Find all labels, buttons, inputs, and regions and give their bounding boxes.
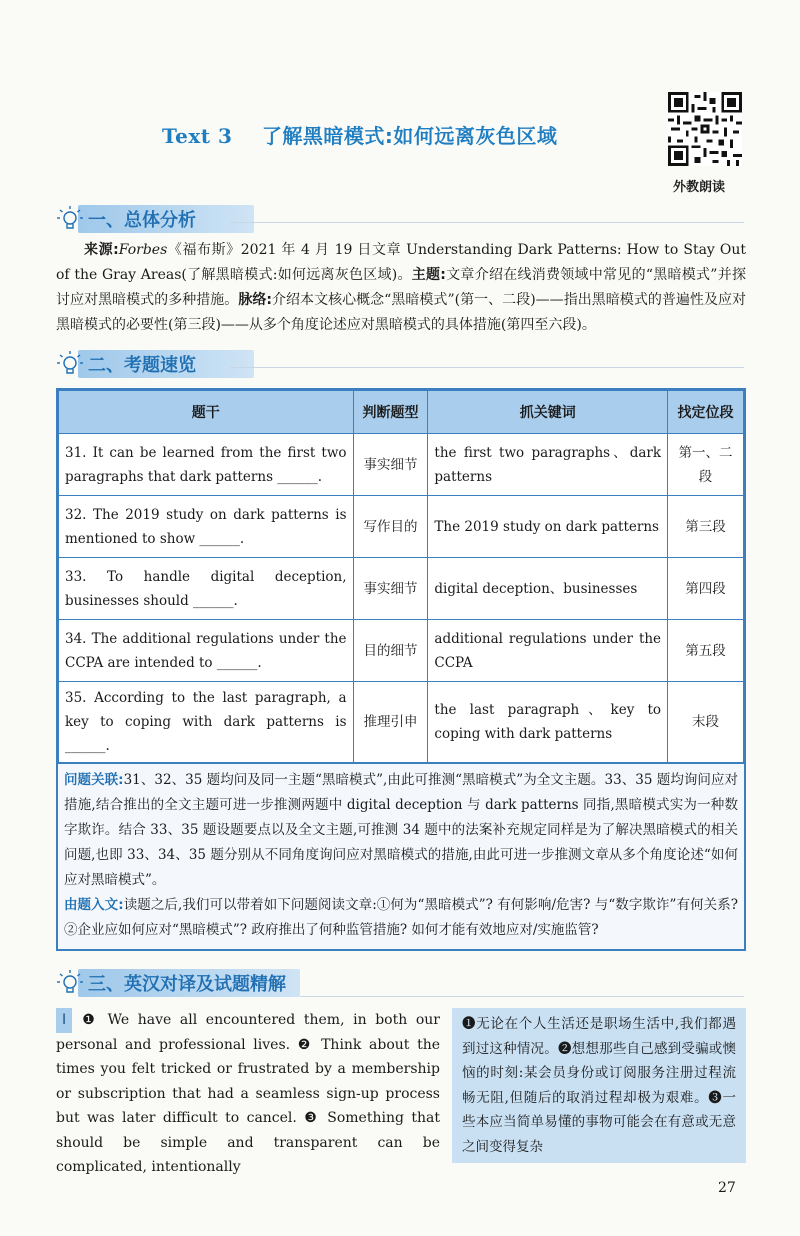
table-header-row [59, 391, 744, 434]
english-text: ❶ We have all encountered them, in both our personal and professional lives. ❷ Think about the times you felt tricked or frustrated by a membership or subscription that had a seamless sign-up process but was later difficult to cancel. ❸ Something that should be simple and transparent can be complicated, intentionally [56, 1012, 440, 1175]
overall-analysis-text [56, 238, 746, 338]
section-header-overall-analysis [56, 202, 196, 236]
question-locate: 末段 [668, 682, 744, 763]
english-paragraph [56, 1008, 440, 1180]
divider [230, 367, 744, 368]
question-locate: 第四段 [668, 558, 744, 620]
chinese-translation-box [452, 1008, 746, 1163]
table-row [59, 558, 744, 620]
question-stem: 34. The additional regulations under the CCPA are intended to ______. [59, 620, 354, 682]
question-type: 事实细节 [353, 434, 428, 496]
section-title: 三、英汉对译及试题精解 [88, 974, 286, 995]
table-notes [58, 763, 744, 949]
divider [230, 222, 744, 223]
note-text: 31、32、35 题均问及同一主题“黑暗模式”,由此可推测“黑暗模式”为全文主题。33、35 题均询问应对措施,结合推出的全文主题可进一步推测两题中 digital deception 与 dark patterns 同指,黑暗模式实为一种数字欺诈。结合 33、35 题设题要点以及全文主题,可推测 34 题中的法案补充规定同样是为了解决黑暗模式的相关问题,也即 33、34、35 题分别从不同角度询问应对黑暗模式的措施,由此可进一步推测文章从多个角度论述“如何应对黑暗模式”。 [64, 772, 738, 888]
question-locate: 第五段 [668, 620, 744, 682]
page-number: 27 [718, 1180, 736, 1196]
divider [300, 996, 744, 997]
paragraph-marker: I [56, 1008, 72, 1033]
question-locate: 第一、二段 [668, 434, 744, 496]
lightbulb-icon [56, 204, 84, 234]
question-keywords: the first two paragraphs、dark patterns [428, 434, 668, 496]
theme-text: 文章介绍在线消费领域中常见的“黑暗模式”并探讨应对黑暗模式的多种措施。 [56, 267, 746, 308]
question-stem: 32. The 2019 study on dark patterns is mentioned to show ______. [59, 496, 354, 558]
question-locate: 第三段 [668, 496, 744, 558]
lightbulb-icon [56, 968, 84, 998]
table-row [59, 620, 744, 682]
text-number: Text 3 [162, 124, 233, 148]
context-label: 脉络: [238, 292, 272, 308]
section-title: 二、考题速览 [88, 355, 196, 376]
theme-label: 主题: [411, 267, 446, 283]
lightbulb-icon [56, 349, 84, 379]
section-header-question-overview [56, 347, 196, 381]
column-header: 抓关键词 [428, 391, 668, 434]
context-text: 介绍本文核心概念“黑暗模式”(第一、二段)——指出黑暗模式的普遍性及应对黑暗模式的必要性(第三段)——从多个角度论述应对黑暗模式的具体措施(第四至六段)。 [56, 292, 746, 333]
text-title: 了解黑暗模式:如何远离灰色区域 [261, 124, 558, 148]
question-stem: 31. It can be learned from the first two paragraphs that dark patterns ______. [59, 434, 354, 496]
question-type: 写作目的 [353, 496, 428, 558]
section-title: 一、总体分析 [88, 210, 196, 231]
question-stem: 33. To handle digital deception, businesses should ______. [59, 558, 354, 620]
column-header: 题干 [59, 391, 354, 434]
table-row [59, 682, 744, 763]
note-from-question-to-text [64, 893, 738, 943]
qr-code-icon[interactable] [668, 92, 742, 166]
qr-caption: 外教朗读 [673, 180, 726, 195]
note-label: 问题关联: [64, 772, 124, 788]
column-header: 找定位段 [668, 391, 744, 434]
table-row [59, 496, 744, 558]
question-overview-table [56, 388, 746, 951]
note-label: 由题入文: [64, 897, 124, 913]
question-keywords: additional regulations under the CCPA [428, 620, 668, 682]
table-row [59, 434, 744, 496]
question-keywords: digital deception、businesses [428, 558, 668, 620]
question-type: 事实细节 [353, 558, 428, 620]
source-publication: Forbes [118, 242, 168, 258]
source-label: 来源: [84, 242, 119, 258]
column-header: 判断题型 [353, 391, 428, 434]
question-keywords: the last paragraph、key to coping with dark patterns [428, 682, 668, 763]
chinese-text: ❶无论在个人生活还是职场生活中,我们都遇到过这种情况。❷想想那些自己感到受骗或懊恼的时刻:某会员身份或订阅服务注册过程流畅无阻,但随后的取消过程却极为艰难。❸一些本应当简单易懂的事物可能会在有意或无意之间变得复杂 [462, 1016, 736, 1155]
note-question-relation [64, 768, 738, 893]
question-type: 推理引申 [353, 682, 428, 763]
note-text: 读题之后,我们可以带着如下问题阅读文章:①何为“黑暗模式”? 有何影响/危害? 与“数字欺诈”有何关系? ②企业应如何应对“黑暗模式”? 政府推出了何种监管措施? 如何才能有效地应对/实施监管? [64, 897, 738, 938]
page-title [162, 120, 557, 149]
question-keywords: The 2019 study on dark patterns [428, 496, 668, 558]
question-type: 目的细节 [353, 620, 428, 682]
source-text: 《福布斯》2021 年 4 月 19 日文章 Understanding Dark Patterns: How to Stay Out of the Gray Areas(了解黑暗模式:如何远离灰色区域)。 [56, 242, 746, 283]
question-stem: 35. According to the last paragraph, a key to coping with dark patterns is ______. [59, 682, 354, 763]
section-header-translation [56, 966, 286, 1000]
